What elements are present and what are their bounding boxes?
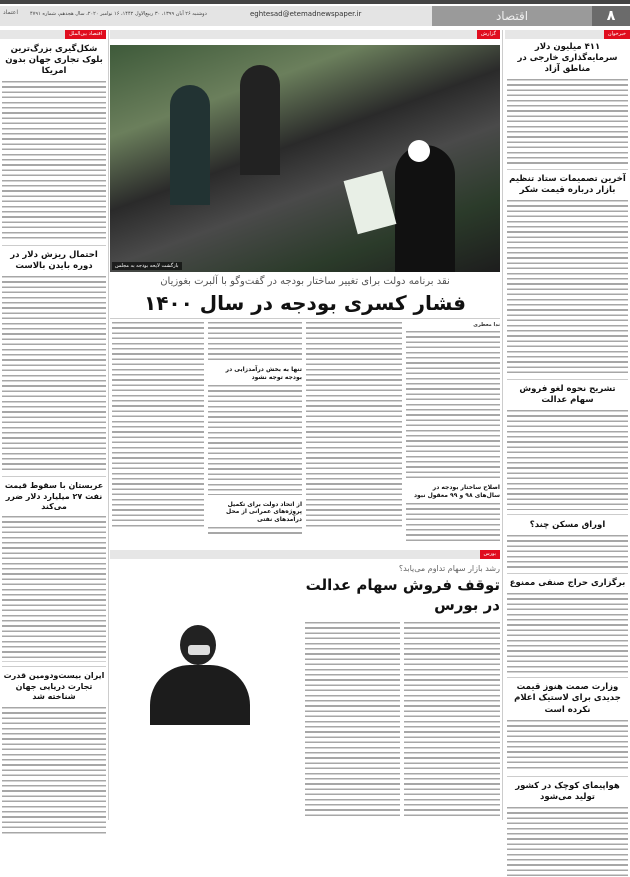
brief-item [507, 42, 628, 877]
kicker-news-brief: خبرخوان [604, 30, 630, 39]
kicker-bar [0, 30, 65, 39]
bourse-body [305, 622, 400, 817]
report-kicker-row [110, 30, 500, 39]
brief-body [507, 593, 628, 673]
brief-title[interactable]: اوراق مسکن چند؟ [529, 520, 606, 531]
figure [170, 85, 210, 205]
intl-title[interactable]: ایران بیست‌ودومین قدرت تجارت دریایی جهان شناخته شد [3, 671, 105, 702]
brief-body [507, 79, 628, 165]
section-title: اقتصاد [432, 6, 592, 26]
kicker-report: گزارش [477, 30, 500, 39]
report-body [112, 322, 204, 530]
kicker-row [505, 30, 630, 39]
intl-items [2, 44, 106, 837]
intl-body [2, 707, 106, 837]
report-headline[interactable]: فشار کسری بودجه در سال ۱۴۰۰ [143, 291, 467, 315]
report-column [406, 322, 500, 541]
parliament-photo [110, 45, 500, 272]
news-brief-column [505, 30, 630, 39]
intl-body [2, 276, 106, 472]
divider [507, 169, 628, 170]
brief-body [507, 720, 628, 772]
brief-title[interactable]: وزارت صمت هنوز قیمت جدیدی برای لاستیک اعلام نکرده است [514, 682, 621, 715]
intl-title[interactable]: شکل‌گیری بزرگ‌ترین بلوک تجاری جهان بدون امریکا [5, 44, 103, 77]
byline: ندا معطری [473, 322, 500, 328]
intl-body [2, 81, 106, 241]
report-body [208, 322, 302, 360]
newspaper-logo: اعتماد [3, 9, 19, 16]
brief-title[interactable]: آخرین تصمیمات ستاد تنظیم بازار درباره قیمت شکر [509, 174, 626, 196]
kicker-bar [110, 30, 477, 39]
brief-body [507, 807, 628, 877]
intl-title[interactable]: عربستان با سقوط قیمت نفت ۲۷ میلیارد دلار ضرر می‌کند [4, 481, 104, 512]
divider [2, 666, 106, 667]
divider [507, 776, 628, 777]
face-mask [188, 645, 210, 655]
column-divider [502, 30, 503, 820]
divider [507, 677, 628, 678]
divider [507, 573, 628, 574]
intl-kicker-row [0, 30, 106, 39]
bourse-body [404, 622, 500, 817]
kicker-international: اقتصاد بین‌الملل [65, 30, 106, 39]
brief-body [507, 200, 628, 375]
intl-body [2, 516, 106, 662]
intl-title[interactable]: احتمال ریزش دلار در دوره بایدن بالاست [10, 250, 98, 272]
report-column [208, 322, 302, 537]
report-subtitle: نقد برنامه دولت برای تغییر ساختار بودجه در گفت‌وگو با آلبرت بغوزیان [160, 276, 450, 287]
report-body [406, 331, 500, 481]
bourse-subtitle: رشد بازار سهام تداوم می‌یابد؟ [398, 564, 500, 573]
report-body [306, 322, 402, 530]
stock-market-photo [110, 565, 300, 820]
brief-body [507, 410, 628, 510]
kicker-bar [505, 30, 604, 39]
figure [395, 145, 455, 272]
brief-title[interactable]: هواپیمای کوچک در کشور تولید می‌شود [515, 780, 620, 802]
bourse-headline[interactable]: توقف فروش سهام عدالت در بورس [305, 576, 500, 614]
page-number: ۸ [592, 6, 630, 26]
brief-title[interactable]: برگزاری حراج صنفی ممنوع [509, 578, 626, 589]
photo-caption: بازگشت لایحه بودجه به مجلس [112, 262, 182, 270]
brief-title[interactable]: ۴۱۱ میلیون دلار سرمایه‌گذاری خارجی در مناطق آزاد [517, 42, 618, 75]
top-rule [0, 0, 630, 4]
report-body [406, 503, 500, 541]
kicker-bar [110, 550, 480, 559]
divider [110, 318, 500, 319]
column-divider [108, 30, 109, 820]
brief-title[interactable]: تشریح نحوه لغو فروش سهام عدالت [519, 384, 616, 406]
report-subhead: از اتحاد دولت برای تکمیل پروژه‌های عمرانی از محل درآمدهای نفتی [225, 500, 302, 524]
divider [507, 379, 628, 380]
bourse-kicker-row [110, 550, 500, 559]
brief-body [507, 535, 628, 569]
divider [507, 514, 628, 515]
divider [2, 476, 106, 477]
report-body [208, 527, 302, 537]
date-line: دوشنبه ۲۶ آبان ۱۳۹۹، ۳۰ ربیع‌الاول ۱۴۴۲، ۱۶ نوامبر ۲۰۲۰، سال هجدهم، شماره ۴۷۹۱ [30, 11, 207, 17]
divider [2, 245, 106, 246]
report-body [208, 385, 302, 495]
section-email[interactable]: eghtesad@etemadnewspaper.ir [250, 10, 362, 18]
person-body [150, 665, 250, 725]
report-subhead: تنها به بخش درآمدزایی در بودجه توجه نشود [225, 366, 302, 381]
figure [240, 65, 280, 175]
document [344, 171, 397, 234]
report-subhead: اصلاح ساختار بودجه در سال‌های ۹۸ و ۹۹ معقول نبود [413, 484, 500, 499]
turban [408, 140, 430, 162]
kicker-bourse: بورس [480, 550, 501, 559]
